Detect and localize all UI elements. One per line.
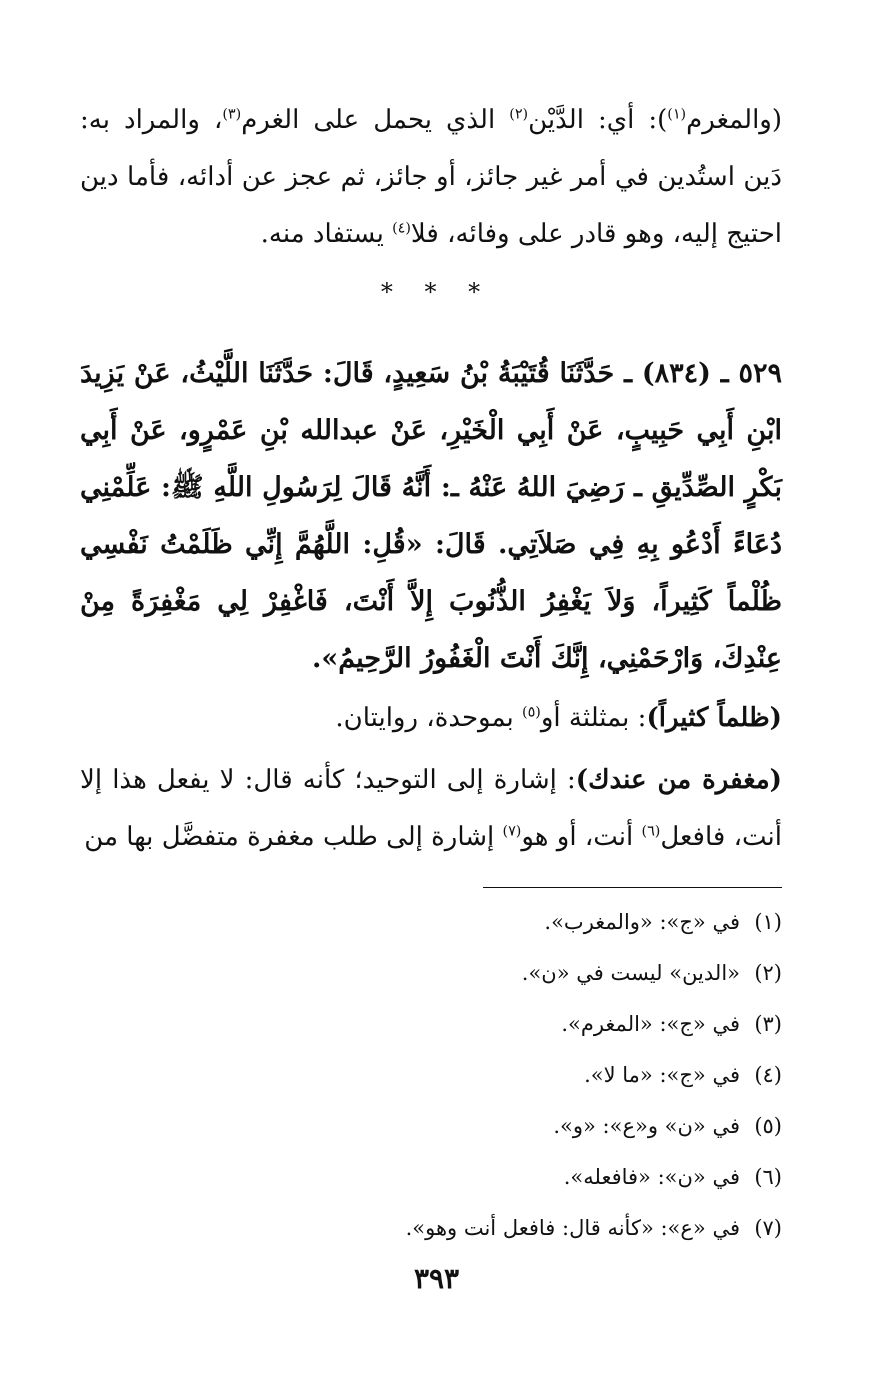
footnote-text: في «ج»: «المغرم». (561, 1012, 740, 1036)
footnote-number: (٤) (754, 1063, 782, 1087)
footnote-ref: (٧) (502, 823, 522, 840)
footnote-text: في «ج»: «والمغرب». (544, 910, 740, 934)
paragraph-lead: (ظلماً كثيراً) (646, 703, 782, 733)
paragraph-text: الذي يحمل على الغرم (241, 105, 510, 135)
footnote-number: (٧) (754, 1216, 782, 1240)
paragraph-text: أنت، أو هو (521, 822, 642, 852)
footnote-number: (٢) (754, 961, 782, 985)
footnote-text: في «ن» و«ع»: «و». (553, 1114, 740, 1138)
footnote-number: (٥) (754, 1114, 782, 1138)
footnote-text: في «ج»: «ما لا». (584, 1063, 740, 1087)
footnote-item (300, 1157, 782, 1208)
paragraph-text: ، والمراد به: دَين استُدين في أمر غير جائز، أو جائز، ثم عجز عن أدائه، فأما دين احتيج إليه، وهو قادر على وفائه، فلا (80, 105, 782, 249)
footnotes-list (300, 902, 782, 1259)
footnote-item (300, 1004, 782, 1055)
footnote-ref: (٥) (522, 704, 541, 721)
footnote-item (300, 1208, 782, 1259)
paragraph-lead: (مغفرة من عندك) (575, 765, 782, 795)
footnote-item (300, 953, 782, 1004)
footnote-number: (١) (754, 910, 782, 934)
footnote-text: «الدين» ليست في «ن». (521, 961, 740, 985)
footnote-ref: (٦) (641, 823, 661, 840)
footnote-item (300, 1055, 782, 1106)
footnote-ref: (٣) (222, 106, 242, 123)
footnote-ref: (٤) (392, 220, 411, 237)
paragraph-text: : إشارة إلى التوحيد؛ كأنه قال: لا يفعل هذا إلا أنت، فافعل (80, 765, 782, 852)
paragraph-text: إشارة إلى طلب مغفرة متفضَّل بها من (84, 822, 503, 852)
footnote-text: في «ع»: «كأنه قال: فافعل أنت وهو». (405, 1216, 740, 1240)
commentary-paragraph-1 (80, 92, 782, 263)
footnote-ref: (٢) (509, 106, 529, 123)
paragraph-text: : بمثلثة أو (540, 703, 647, 733)
footnote-number: (٦) (754, 1165, 782, 1189)
paragraph-lead: (والمغرم (686, 105, 782, 135)
section-separator: * * * (380, 278, 493, 306)
footnote-item (300, 902, 782, 953)
page-number: ٣٩٣ (413, 1262, 460, 1295)
footnote-text: في «ن»: «فافعله». (563, 1165, 740, 1189)
footnote-number: (٣) (754, 1012, 782, 1036)
footnote-ref: (١) (667, 106, 687, 123)
commentary-paragraph-2 (80, 690, 782, 747)
paragraph-text: يستفاد منه. (260, 219, 393, 249)
commentary-paragraph-3 (80, 752, 782, 866)
hadith-paragraph: ٥٢٩ ـ (٨٣٤) ـ حَدَّثَنَا قُتَيْبَةُ بْنُ سَعِيدٍ، قَالَ: حَدَّثَنَا اللَّيْثُ، عَنْ يَزِيدَ ابْنِ أَبِي حَبِيبٍ، عَنْ أَبِي الْخَيْرِ، عَنْ عبدالله بْنِ عَمْرٍو، عَنْ أَبِي بَكْرٍ الصِّدِّيقِ ـ رَضِيَ اللهُ عَنْهُ ـ: أَنَّهُ قَالَ لِرَسُولِ اللَّهِ ﷺ: عَلِّمْنِي دُعَاءً أَدْعُو بِهِ فِي صَلاَتِي. قَالَ: «قُلِ: اللَّهُمَّ إِنِّي ظَلَمْتُ نَفْسِي ظُلْماً كَثِيراً، وَلاَ يَغْفِرُ الذُّنُوبَ إِلاَّ أَنْتَ، فَاغْفِرْ لِي مَغْفِرَةً مِنْ عِنْدِكَ، وَارْحَمْنِي، إِنَّكَ أَنْتَ الْغَفُورُ الرَّحِيمُ». (80, 358, 782, 674)
paragraph-text: بموحدة، روايتان. (335, 703, 523, 733)
footnote-item (300, 1106, 782, 1157)
footnote-divider (483, 887, 782, 888)
paragraph-text: ): أي: الدَّيْن (528, 105, 668, 135)
